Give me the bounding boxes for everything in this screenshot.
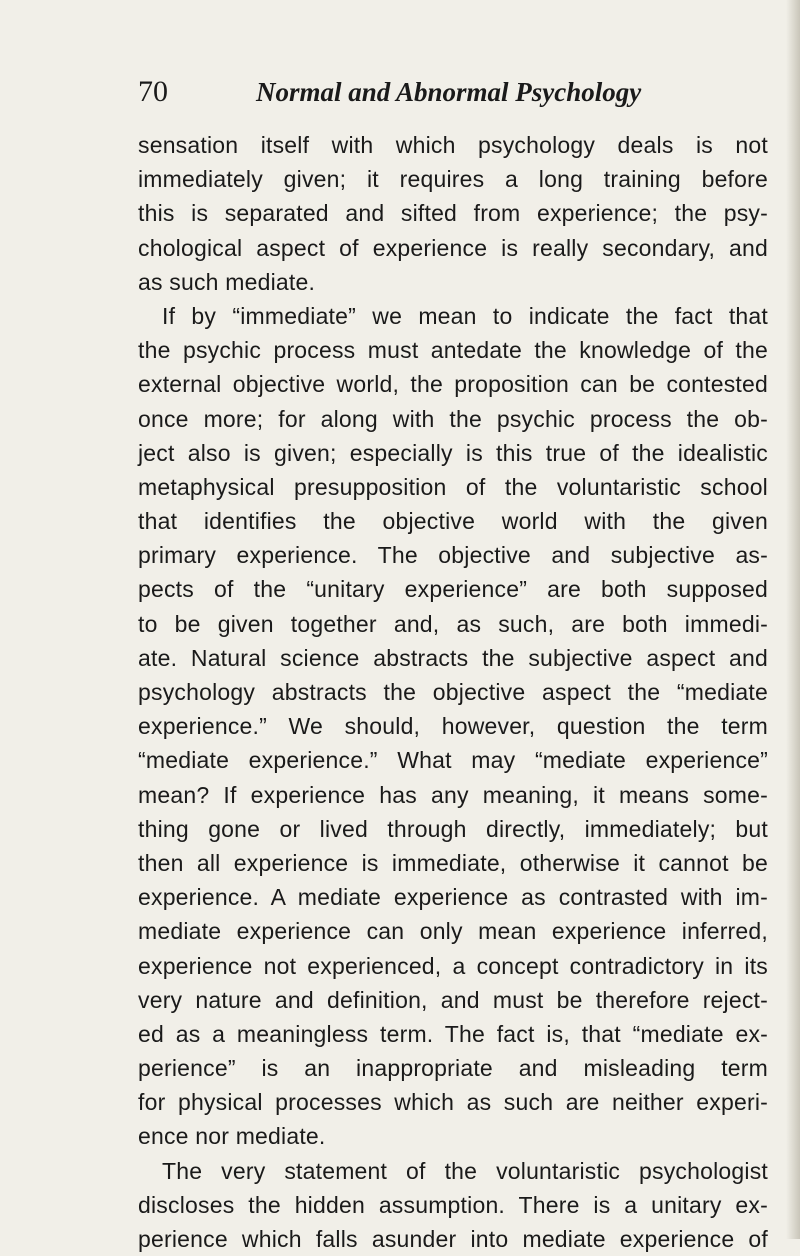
text-line: The very statement of the voluntaristic psychologist: [162, 1157, 768, 1184]
text-line: sensation itself with which psychology deals is not: [138, 132, 768, 158]
text-line: pects of the “unitary experience” are both supposed: [138, 576, 768, 603]
text-line: experience not experienced, a concept contradictory in its: [138, 952, 768, 979]
text-line: as such mediate.: [138, 268, 316, 295]
text-line: immediately given; it requires a long training before: [138, 166, 768, 193]
text-line: experience. A mediate experience as contrasted with im-: [138, 884, 768, 911]
body-text: [138, 128, 768, 1256]
text-line: ject also is given; especially is this true of the idealistic: [138, 439, 768, 466]
text-line: thing gone or lived through directly, immediately; but: [138, 815, 768, 842]
text-line: ence nor mediate.: [138, 1123, 326, 1150]
running-title: Normal and Abnormal Psychology: [256, 77, 642, 107]
text-line: discloses the hidden assumption. There is a unitary ex-: [138, 1191, 768, 1218]
text-line: mean? If experience has any meaning, it means some-: [138, 781, 768, 808]
text-line: once more; for along with the psychic process the ob-: [138, 405, 768, 432]
text-line: very nature and definition, and must be therefore reject-: [138, 986, 768, 1013]
text-line: external objective world, the proposition can be contested: [138, 371, 768, 398]
text-line: mediate experience can only mean experience inferred,: [138, 918, 768, 945]
text-line: the psychic process must antedate the knowledge of the: [138, 337, 768, 364]
text-line: perience which falls asunder into mediate experience of: [138, 1226, 768, 1252]
page-edge: [786, 0, 800, 1239]
text-line: “mediate experience.” What may “mediate experience”: [138, 747, 768, 774]
text-line: metaphysical presupposition of the voluntaristic school: [138, 473, 768, 500]
text-line: for physical processes which as such are neither experi-: [138, 1089, 768, 1116]
text-line: ate. Natural science abstracts the subjective aspect and: [138, 644, 768, 671]
text-line: chological aspect of experience is really secondary, and: [138, 234, 768, 261]
running-head: [138, 72, 658, 112]
text-line: primary experience. The objective and subjective as-: [138, 542, 768, 569]
text-line: psychology abstracts the objective aspect the “mediate: [138, 679, 768, 705]
text-line: ed as a meaningless term. The fact is, that “mediate ex-: [138, 1020, 768, 1047]
text-line: experience.” We should, however, question the term: [138, 713, 768, 740]
text-line: to be given together and, as such, are both immedi-: [138, 610, 768, 637]
text-line: perience” is an inappropriate and misleading term: [138, 1055, 768, 1082]
text-line: this is separated and sifted from experience; the psy-: [138, 200, 768, 227]
text-line: that identifies the objective world with the given: [138, 508, 768, 535]
page-number: 70: [138, 75, 168, 108]
text-line: then all experience is immediate, otherwise it cannot be: [138, 849, 768, 876]
text-line: If by “immediate” we mean to indicate the fact that: [162, 302, 768, 329]
